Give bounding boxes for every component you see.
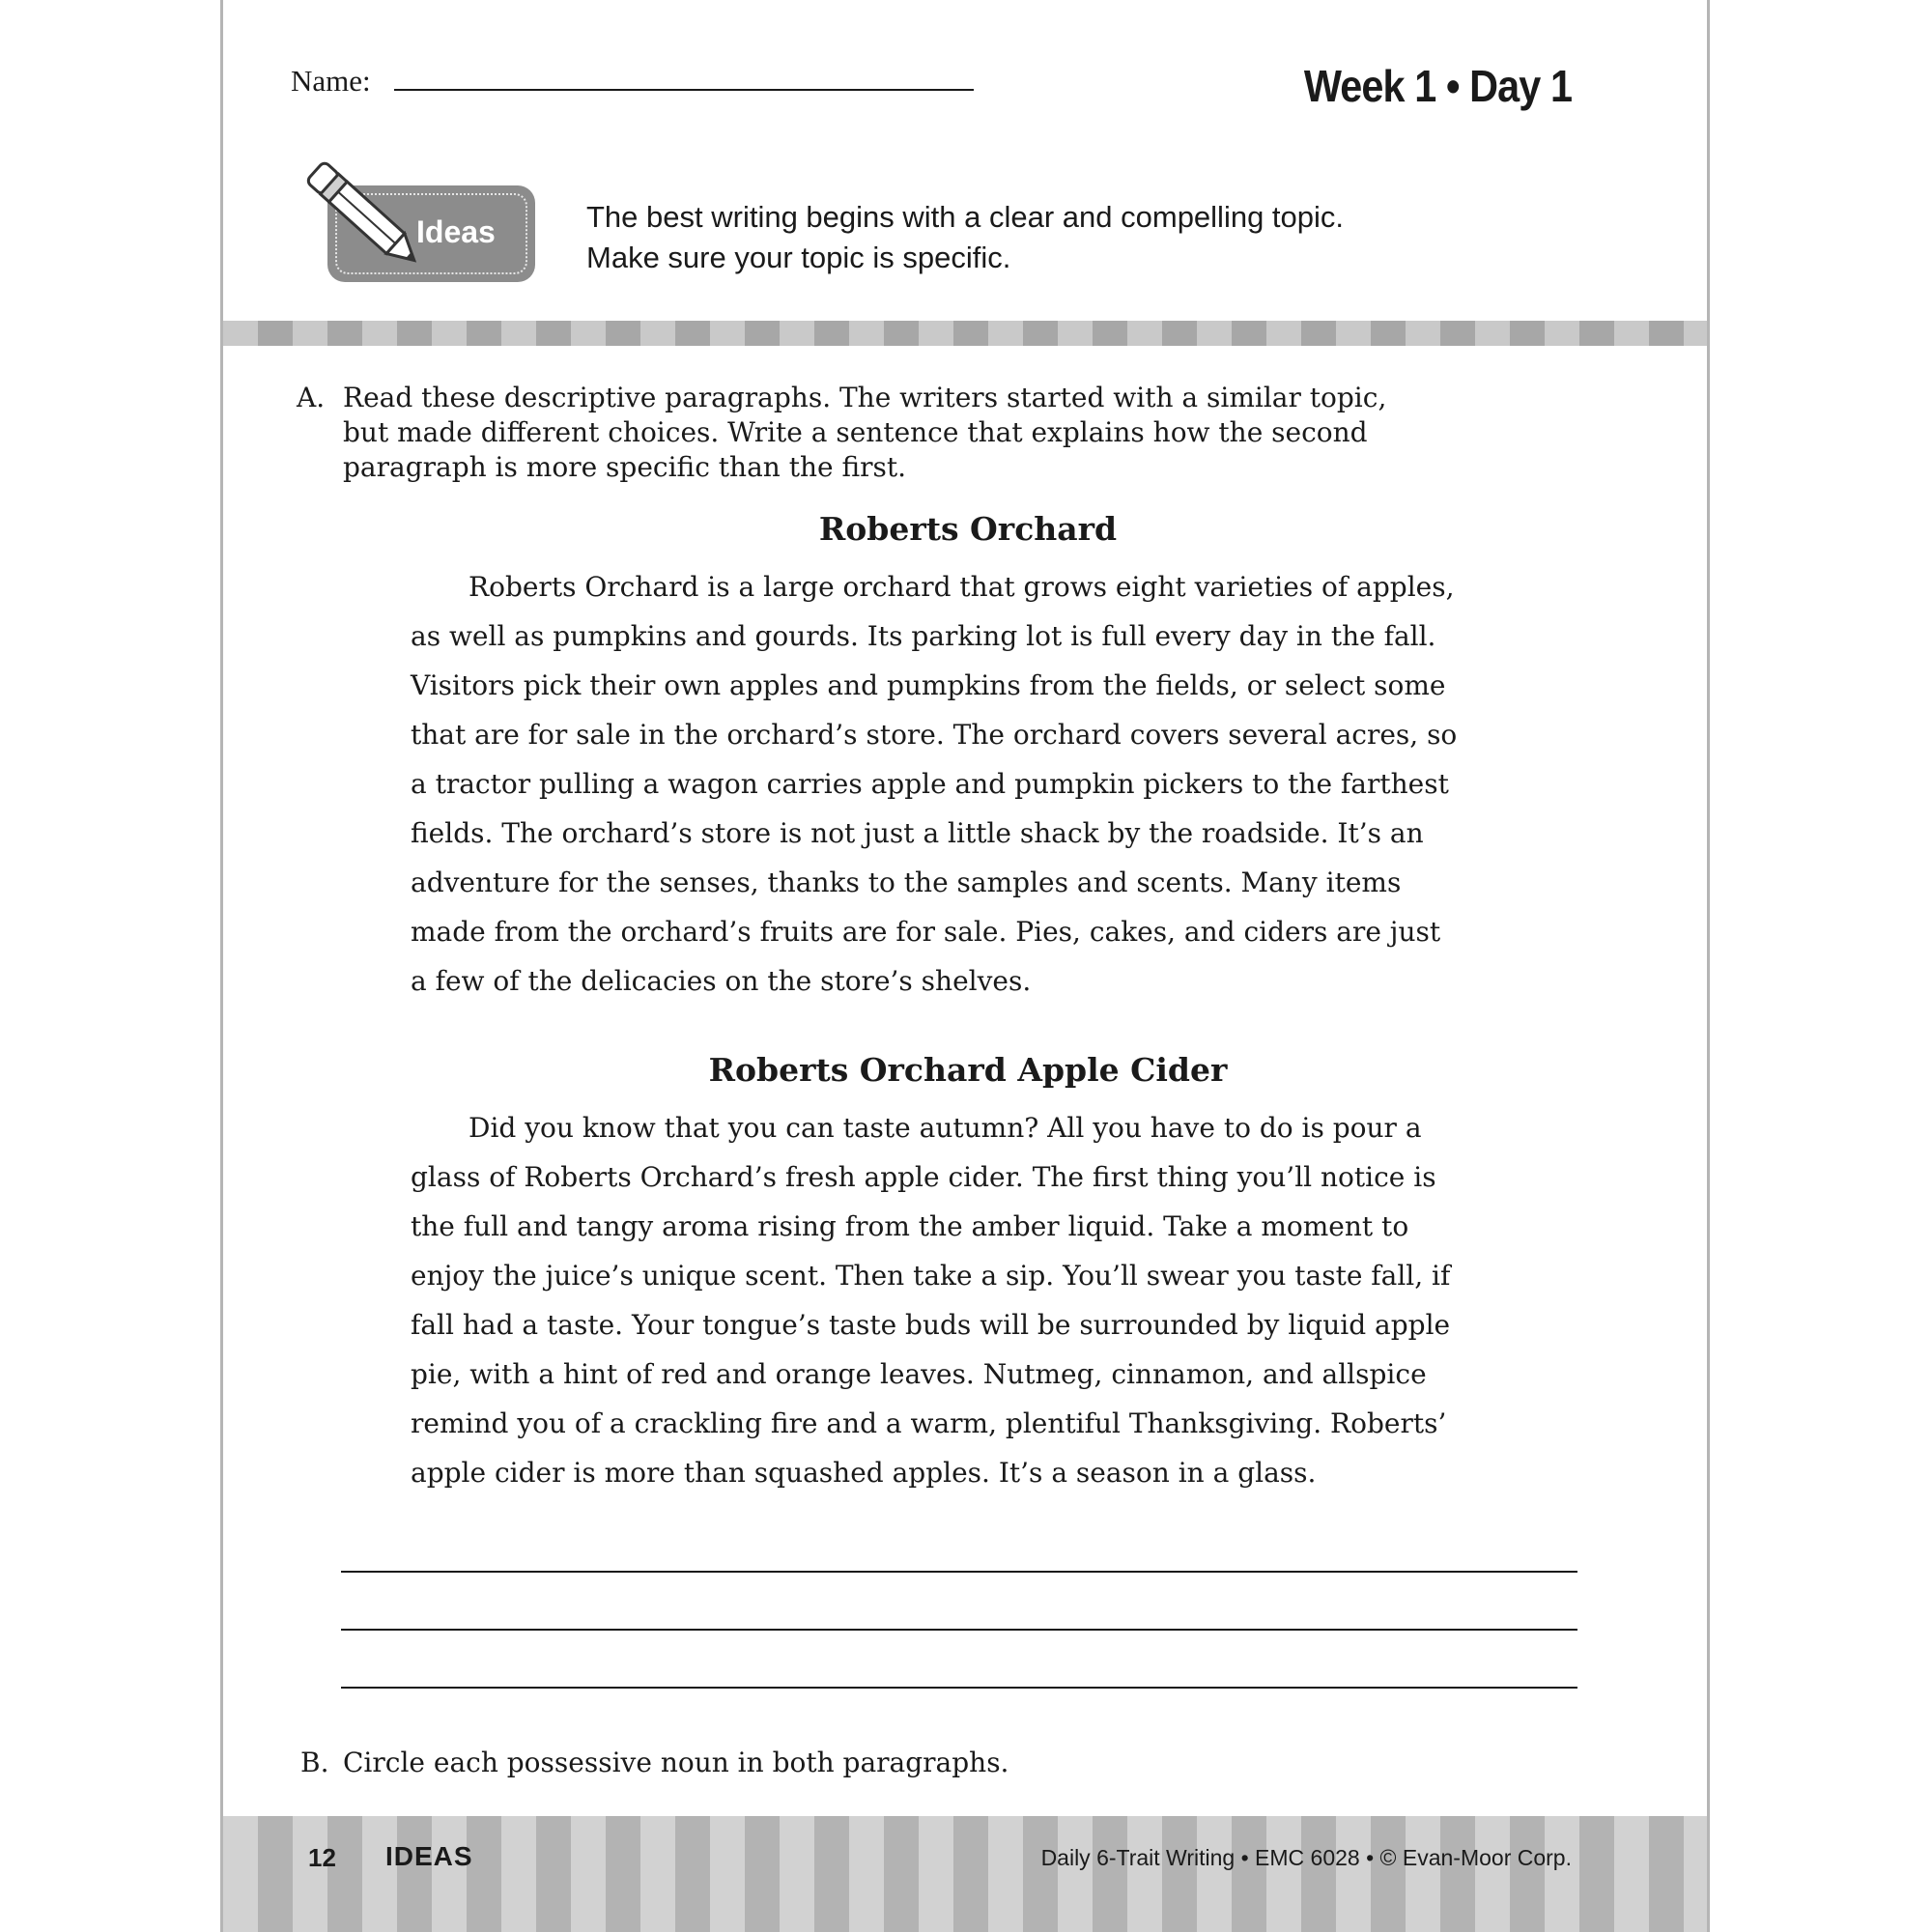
name-field-line[interactable] bbox=[394, 89, 974, 91]
tip-text bbox=[586, 197, 1344, 278]
question-a-text: Read these descriptive paragraphs. The writers started with a similar topic, but made different choices. Write a sentence that explains how the second paragraph is more specific than the first. bbox=[343, 382, 1387, 483]
footer-credit: Daily 6-Trait Writing • EMC 6028 • © Evan-Moor Corp. bbox=[1040, 1845, 1572, 1870]
tip-line-1: The best writing begins with a clear and compelling topic. bbox=[586, 200, 1345, 234]
name-label: Name: bbox=[291, 64, 371, 98]
passage-2-body: Did you know that you can taste autumn? All you have to do is pour a glass of Roberts Orchard’s fresh apple cider. The first thing you’ll notice is the full and tangy aroma rising from the amber liquid. Take a moment to enjoy the juice’s unique scent. Then take a sip. You’ll swear you taste fall, if fall had a taste. Your tongue’s taste buds will be surrounded by liquid apple pie, with a hint of red and orange leaves. Nutmeg, cinnamon, and allspice remind you of a crackling fire and a warm, plentiful Thanksgiving. Roberts’ apple cider is more than squashed apples. It’s a season in a glass. bbox=[411, 1112, 1451, 1489]
passage-2-title: Roberts Orchard Apple Cider bbox=[708, 1051, 1228, 1089]
question-a-letter: A. bbox=[297, 382, 326, 413]
worksheet-page bbox=[220, 0, 1710, 1932]
question-b-letter: B. bbox=[300, 1747, 329, 1778]
question-a bbox=[297, 381, 1388, 485]
answer-line[interactable] bbox=[341, 1629, 1577, 1631]
header-stripe-band bbox=[223, 321, 1707, 346]
footer-band bbox=[223, 1816, 1707, 1932]
passage-1-body: Roberts Orchard is a large orchard that grows eight varieties of apples, as well as pumpkins and gourds. Its parking lot is full every day in the fall. Visitors pick their own apples and pumpkins from the fields, or select some that are for sale in the orchard’s store. The orchard covers several acres, so a tractor pulling a wagon carries apple and pumpkin pickers to the farthest fields. The orchard’s store is not just a little shack by the roadside. It’s an adventure for the senses, thanks to the samples and scents. Many items made from the orchard’s fruits are for sale. Pies, cakes, and ciders are just a few of the delicacies on the store’s shelves. bbox=[411, 571, 1458, 997]
badge-label: Ideas bbox=[416, 214, 496, 249]
tip-line-2: Make sure your topic is specific. bbox=[586, 241, 1011, 274]
passage-1-title: Roberts Orchard bbox=[818, 510, 1118, 548]
question-b-text: Circle each possessive noun in both paragraphs. bbox=[343, 1747, 1009, 1778]
footer-section-label: IDEAS bbox=[385, 1841, 473, 1871]
question-b bbox=[300, 1747, 1009, 1778]
week-day-title: Week 1 • Day 1 bbox=[1303, 61, 1572, 111]
page-number: 12 bbox=[308, 1843, 336, 1872]
pencil-icon bbox=[291, 147, 436, 282]
answer-line[interactable] bbox=[341, 1571, 1577, 1573]
answer-line[interactable] bbox=[341, 1687, 1577, 1689]
